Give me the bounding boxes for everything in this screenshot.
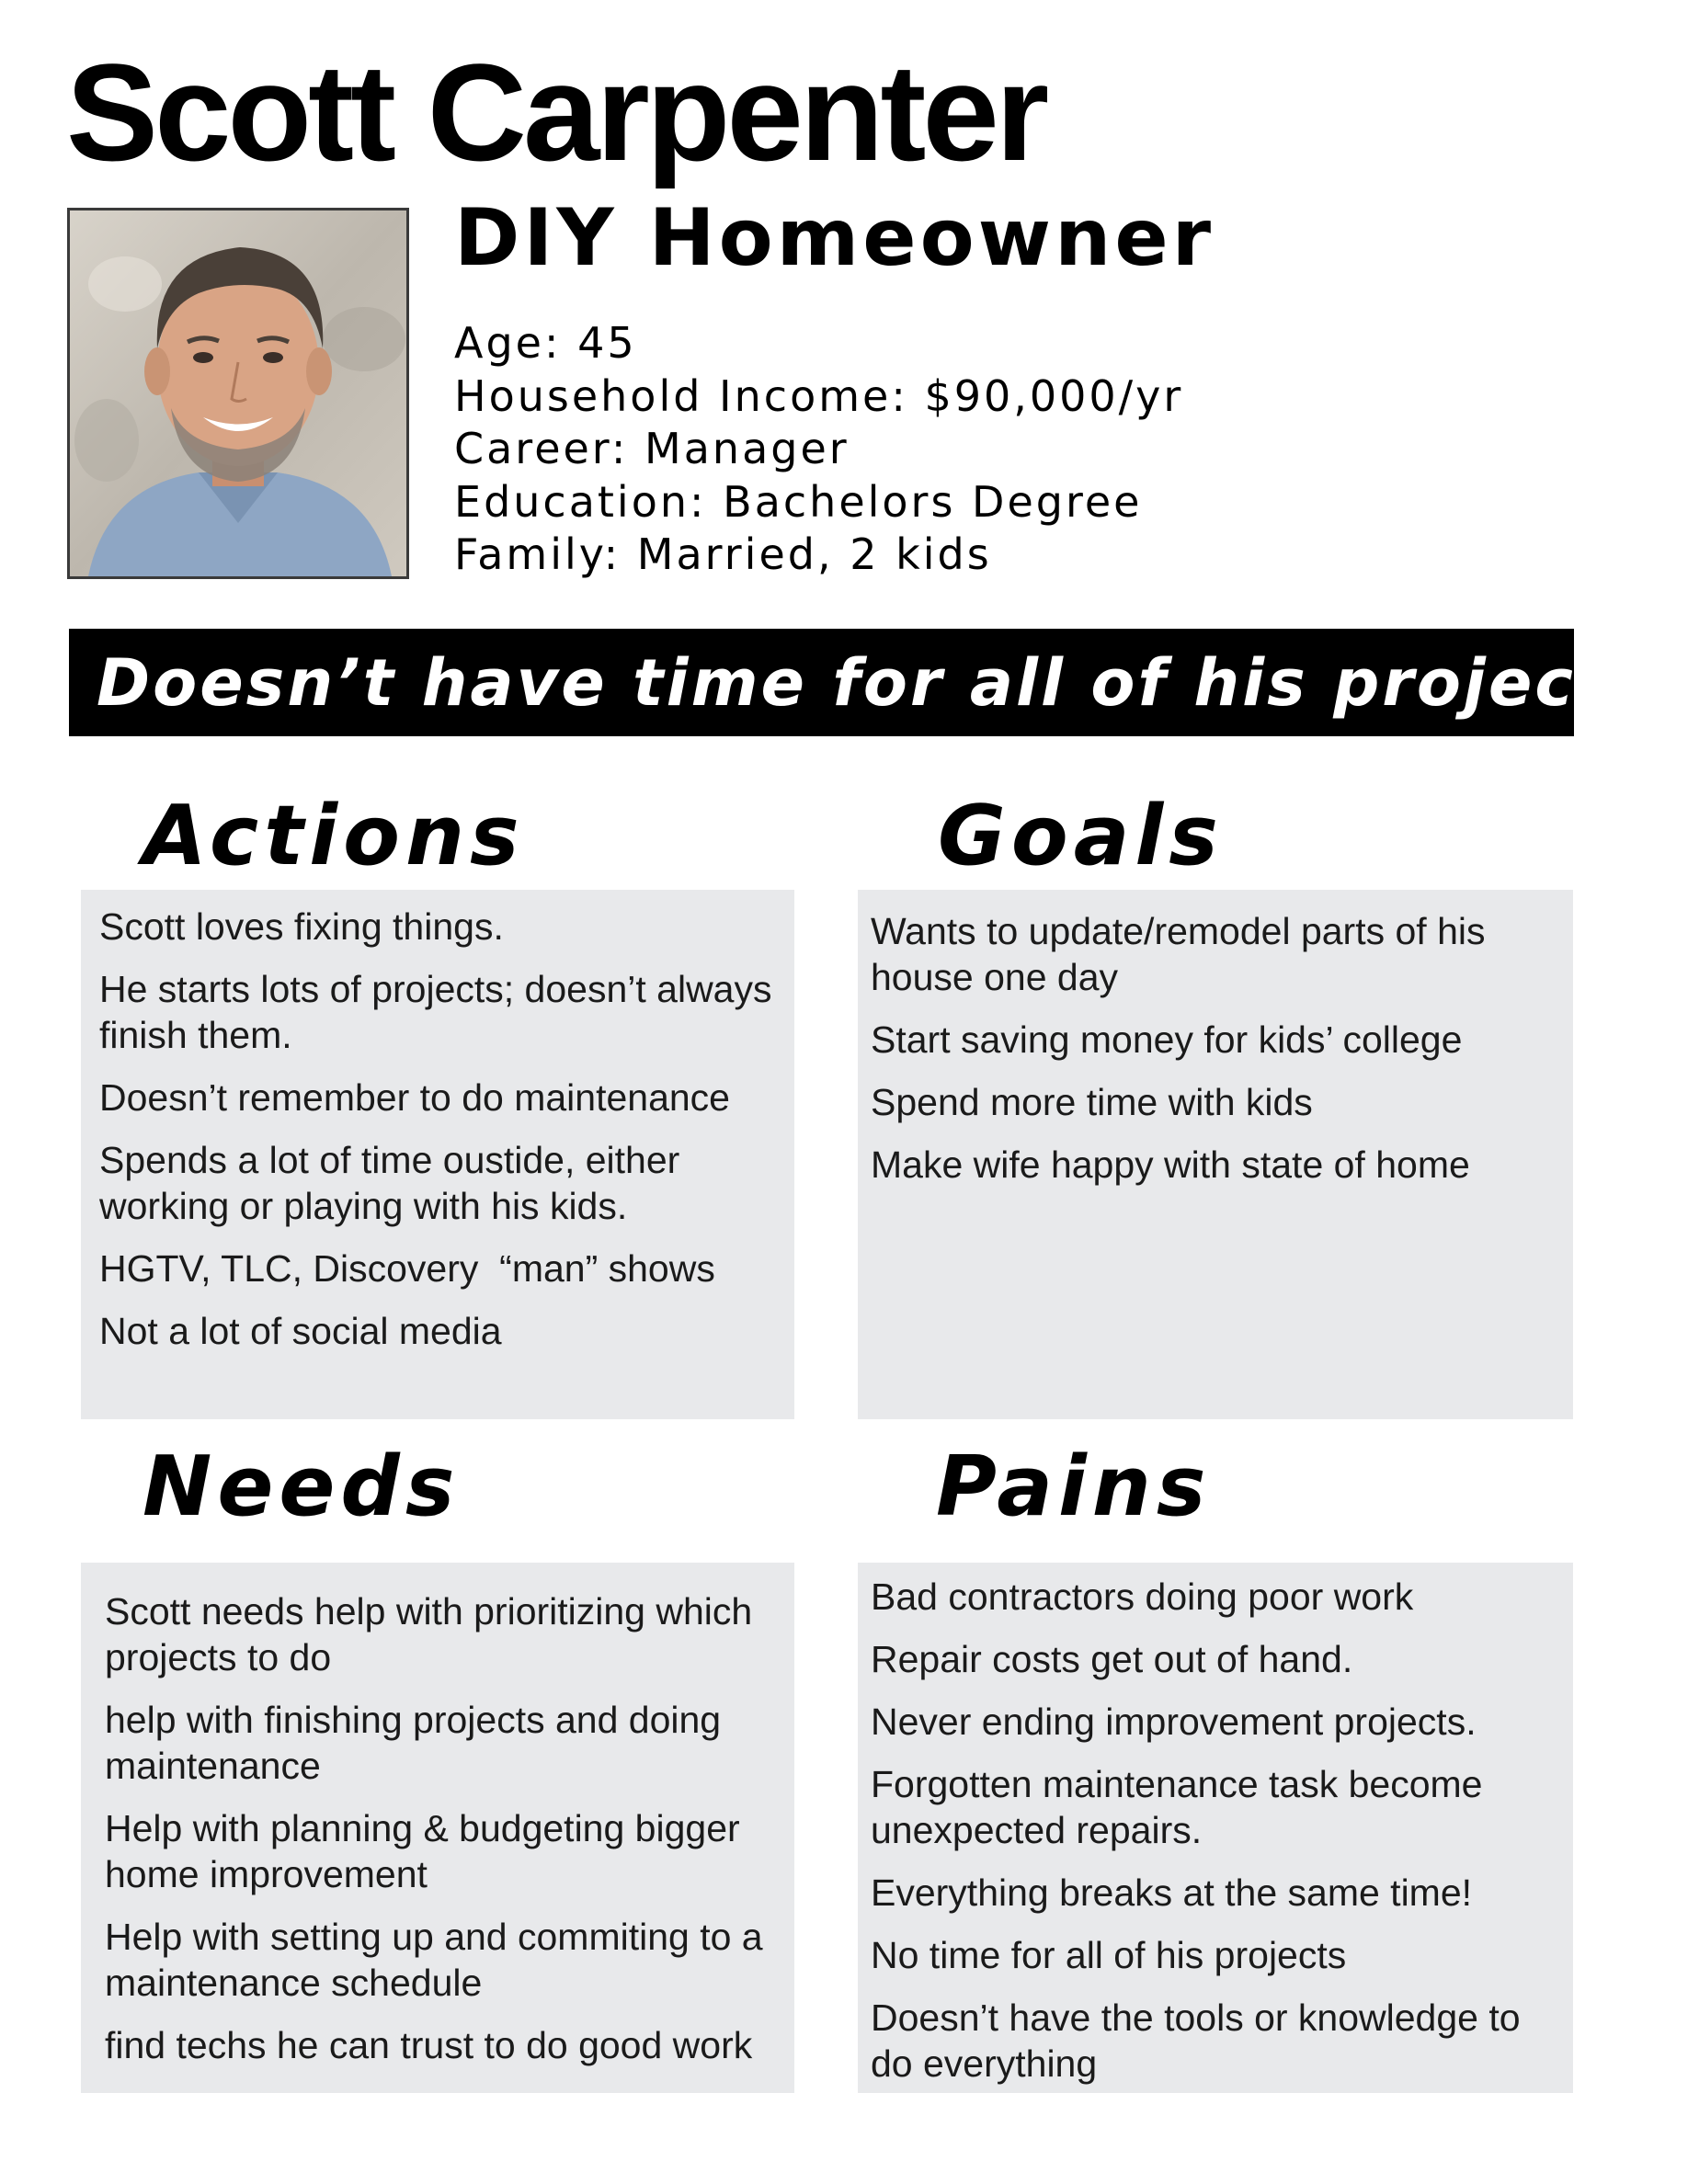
pains-card <box>858 1563 1573 2093</box>
actions-item: Doesn’t remember to do maintenance <box>99 1076 730 1119</box>
demographic-age: Age: 45 <box>454 318 637 368</box>
goals-title: Goals <box>938 788 1224 884</box>
demographic-family: Family: Married, 2 kids <box>454 529 992 579</box>
actions-item: He starts lots of projects; doesn’t always finish them. <box>99 968 772 1056</box>
pains-item: Doesn’t have the tools or knowledge to do everything <box>871 1996 1521 2085</box>
actions-title: Actions <box>143 788 525 884</box>
goals-item: Start saving money for kids’ college <box>871 1018 1463 1061</box>
actions-item: Spends a lot of time oustide, either working or playing with his kids. <box>99 1139 680 1227</box>
pains-item: Repair costs get out of hand. <box>871 1638 1353 1680</box>
pains-item: Never ending improvement projects. <box>871 1701 1477 1743</box>
pains-title: Pains <box>936 1439 1212 1535</box>
needs-card <box>81 1563 794 2093</box>
portrait-illustration <box>70 210 406 576</box>
pains-item: Everything breaks at the same time! <box>871 1871 1473 1914</box>
tagline-banner <box>69 629 1651 736</box>
goals-card <box>858 890 1573 1419</box>
pains-item: Forgotten maintenance task become unexpected repairs. <box>871 1763 1483 1851</box>
needs-item: Help with setting up and commiting to a maintenance schedule <box>105 1916 763 2004</box>
needs-item: Help with planning & budgeting bigger home improvement <box>105 1807 740 1895</box>
demographic-education: Education: Bachelors Degree <box>454 476 1143 527</box>
pains-item: Bad contractors doing poor work <box>871 1575 1414 1618</box>
actions-item: Not a lot of social media <box>99 1310 502 1352</box>
actions-item: HGTV, TLC, Discovery “man” shows <box>99 1247 715 1290</box>
tagline-text: Doesn’t have time for all of his projects <box>97 644 1651 721</box>
persona-type: DIY Homeowner <box>454 192 1215 284</box>
pains-item: No time for all of his projects <box>871 1934 1347 1976</box>
needs-item: find techs he can trust to do good work <box>105 2024 753 2066</box>
demographics-list <box>454 317 1183 582</box>
needs-title: Needs <box>143 1439 461 1535</box>
needs-item: help with finishing projects and doing maintenance <box>105 1699 722 1787</box>
portrait-photo <box>67 208 409 579</box>
demographic-career: Career: Manager <box>454 424 850 473</box>
persona-name: Scott Carpenter <box>66 35 1046 189</box>
needs-item: Scott needs help with prioritizing which projects to do <box>105 1590 753 1678</box>
demographic-income: Household Income: $90,000/yr <box>454 370 1184 421</box>
goals-item: Wants to update/remodel parts of his house one day <box>871 910 1486 998</box>
goals-item: Spend more time with kids <box>871 1081 1313 1123</box>
actions-card <box>81 890 794 1419</box>
goals-item: Make wife happy with state of home <box>871 1143 1470 1186</box>
actions-item: Scott loves fixing things. <box>99 905 504 948</box>
